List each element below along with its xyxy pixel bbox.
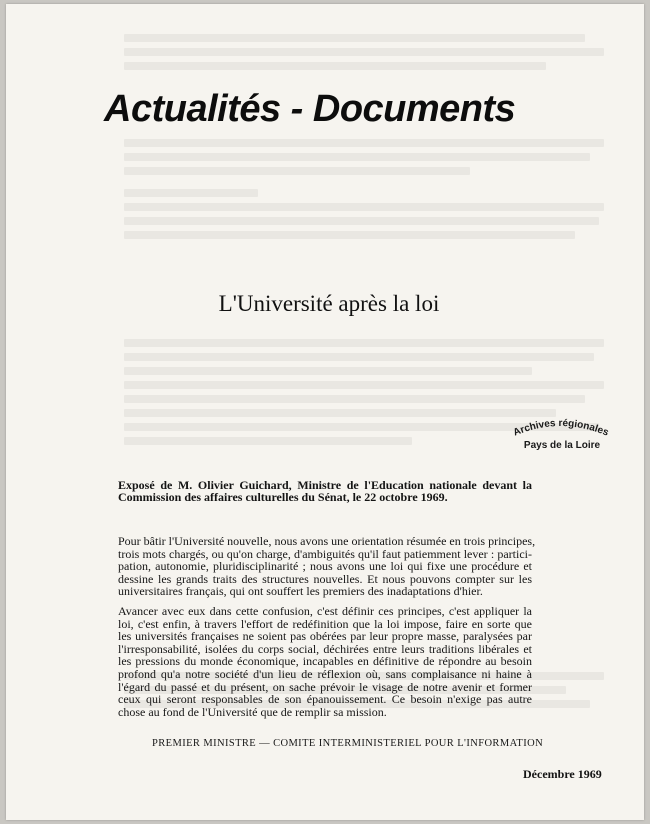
text-line: l'égard du passé et du présent, on sache prévoir le visage de notre avenir et former [118, 679, 532, 694]
archive-stamp [504, 412, 616, 456]
text-line: profond qu'a notre société d'un lieu de réflexion où, sans complaisance ni haine à [118, 666, 532, 681]
publication-date: Décembre 1969 [523, 767, 602, 781]
paragraph-1 [118, 534, 536, 599]
text-line: ceux qui seront responsables de son épanouissement. Ce besoin n'exige pas autre [118, 692, 532, 707]
masthead-title: Actualités - Documents [104, 88, 516, 130]
bleed-through-top [124, 34, 604, 94]
text-line: Pour bâtir l'Université nouvelle, nous avons une orientation résumée en trois principes, [118, 534, 536, 548]
document-title: L'Université après la loi [218, 291, 440, 316]
publisher-footer: PREMIER MINISTRE — COMITE INTERMINISTERIEL POUR L'INFORMATION [152, 738, 544, 749]
text-line: trois mots chargés, ou qu'on charge, d'ambiguités qu'il faut patiemment lever : partici- [118, 546, 532, 561]
text-line: pation, autonomie, pluridisciplinarité ; nous avons une loi qui fixe une procédure et [118, 559, 532, 574]
text-line: les pressions du monde économique, incapables en définitive de répondre au besoin [118, 654, 532, 669]
paragraph-2 [118, 605, 532, 718]
svg-text:Archives régionales [512, 418, 611, 439]
bleed-through-middle [124, 139, 604, 269]
text-line: les universités françaises ne soient pas obérées par leur propre masse, paralysées par [118, 629, 532, 644]
text-line: l'irresponsabilité, isolées du corps social, déchirées entre leurs traditions libérales et [118, 641, 532, 656]
text-line: universitaires français, qui ont souffert les premiers des inadaptations d'hier. [118, 584, 483, 599]
text-line: dessine les grands traits des structures nouvelles. Et nous pouvons compter sur les [118, 571, 532, 586]
text-line: chose au fond de l'Université que de remplir sa mission. [118, 704, 387, 719]
text-line: Avancer avec eux dans cette confusion, c'est définir ces principes, c'est appliquer la [118, 604, 532, 618]
stamp-line-2: Pays de la Loire [523, 440, 601, 451]
document-page [6, 4, 644, 820]
stamp-line-1: Archives régionales [511, 417, 611, 439]
text-line: loi, c'est enfin, à travers l'effort de redéfinition que la loi impose, faire en sorte que [118, 616, 532, 631]
document-subtitle: Exposé de M. Olivier Guichard, Ministre de l'Education nationale devant la Commission des affaires culturelles du Sénat, le 22 octobre 1969. [118, 478, 532, 504]
